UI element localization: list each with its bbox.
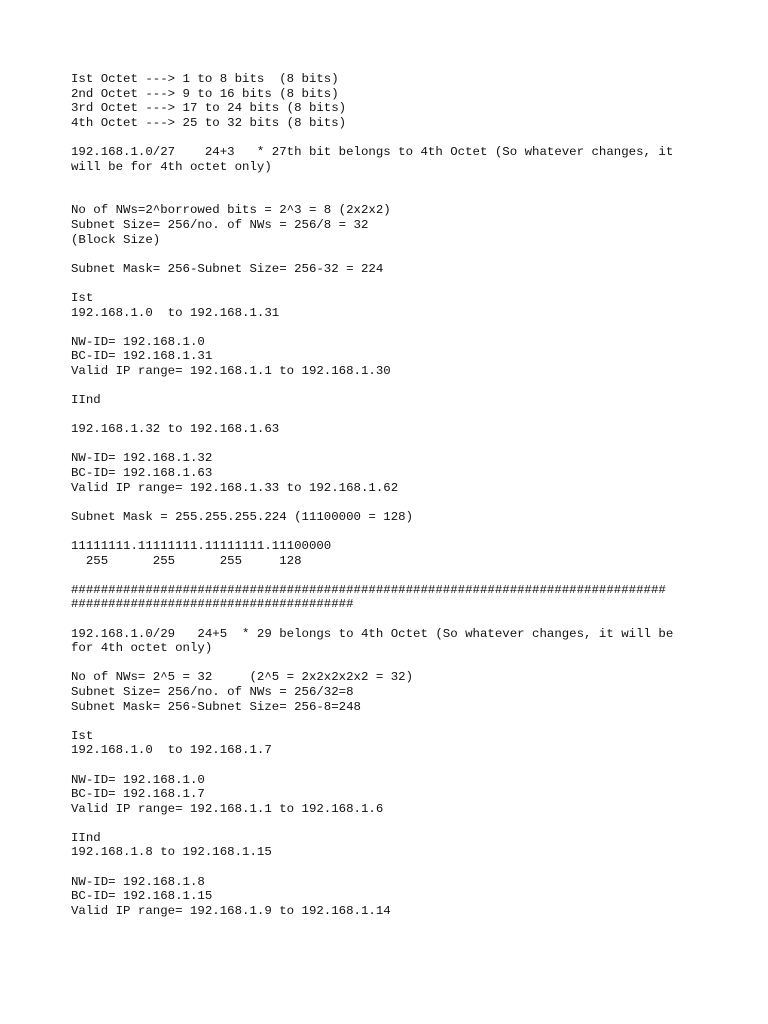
text-line: 192.168.1.0/27 24+3 * 27th bit belongs to 4th Octet (So whatever changes, it (71, 144, 674, 159)
text-line: NW-ID= 192.168.1.8 (71, 874, 205, 889)
text-line: 192.168.1.32 to 192.168.1.63 (71, 422, 280, 437)
text-line (71, 816, 711, 831)
text-line: No of NWs= 2^5 = 32 (2^5 = 2x2x2x2x2 = 32) (71, 670, 414, 685)
text-line: No of NWs=2^borrowed bits = 2^3 = 8 (2x2x2) (71, 203, 391, 218)
text-line: IInd (71, 393, 101, 408)
text-line (71, 758, 711, 773)
text-line (71, 612, 711, 627)
text-line: Subnet Mask = 255.255.255.224 (11100000 = 128) (71, 509, 414, 524)
text-line (71, 189, 711, 204)
text-line: 4th Octet ---> 25 to 32 bits (8 bits) (71, 115, 347, 130)
text-line (71, 656, 711, 671)
text-line (71, 130, 711, 145)
text-line (71, 174, 711, 189)
text-line (71, 408, 711, 423)
text-line: IInd (71, 830, 101, 845)
text-line: Subnet Mask= 256-Subnet Size= 256-8=248 (71, 699, 361, 714)
text-line: NW-ID= 192.168.1.0 (71, 772, 205, 787)
text-line: 192.168.1.0 to 192.168.1.31 (71, 305, 280, 320)
text-line: NW-ID= 192.168.1.32 (71, 451, 213, 466)
text-line: Valid IP range= 192.168.1.33 to 192.168.1.62 (71, 480, 399, 495)
text-line: Valid IP range= 192.168.1.1 to 192.168.1.30 (71, 363, 391, 378)
text-line: for 4th octet only) (71, 641, 213, 656)
text-line: ###################################### (71, 597, 354, 612)
text-line: Subnet Mask= 256-Subnet Size= 256-32 = 224 (71, 261, 384, 276)
text-line (71, 437, 711, 452)
text-line: Ist Octet ---> 1 to 8 bits (8 bits) (71, 72, 339, 86)
text-line (71, 276, 711, 291)
text-line (71, 378, 711, 393)
text-line: 2nd Octet ---> 9 to 16 bits (8 bits) (71, 86, 339, 101)
text-line: BC-ID= 192.168.1.31 (71, 349, 213, 364)
text-line (71, 320, 711, 335)
text-line (71, 524, 711, 539)
text-line (71, 714, 711, 729)
text-line: 192.168.1.0/29 24+5 * 29 belongs to 4th Octet (So whatever changes, it will be (71, 626, 674, 641)
text-line: 192.168.1.8 to 192.168.1.15 (71, 845, 272, 860)
text-line: Valid IP range= 192.168.1.9 to 192.168.1.14 (71, 903, 391, 918)
text-line (71, 860, 711, 875)
text-line: NW-ID= 192.168.1.0 (71, 334, 205, 349)
text-line: (Block Size) (71, 232, 161, 247)
text-line: Valid IP range= 192.168.1.1 to 192.168.1.6 (71, 801, 384, 816)
text-line (71, 247, 711, 262)
text-line (71, 495, 711, 510)
text-line (71, 568, 711, 583)
text-line: BC-ID= 192.168.1.15 (71, 889, 213, 904)
text-line: Subnet Size= 256/no. of NWs = 256/8 = 32 (71, 217, 369, 232)
text-line: BC-ID= 192.168.1.63 (71, 466, 213, 481)
text-line: 3rd Octet ---> 17 to 24 bits (8 bits) (71, 101, 347, 116)
text-line: ################################################################################ (71, 582, 666, 597)
text-line: will be for 4th octet only) (71, 159, 272, 174)
text-line: 11111111.11111111.11111111.11100000 (71, 539, 332, 553)
text-line: Ist (71, 290, 94, 305)
document-body (71, 72, 711, 918)
text-line: 192.168.1.0 to 192.168.1.7 (71, 743, 272, 758)
text-line: BC-ID= 192.168.1.7 (71, 787, 205, 802)
text-line: 255 255 255 128 (71, 553, 302, 568)
text-line: Subnet Size= 256/no. of NWs = 256/32=8 (71, 684, 354, 699)
text-line: Ist (71, 728, 94, 743)
